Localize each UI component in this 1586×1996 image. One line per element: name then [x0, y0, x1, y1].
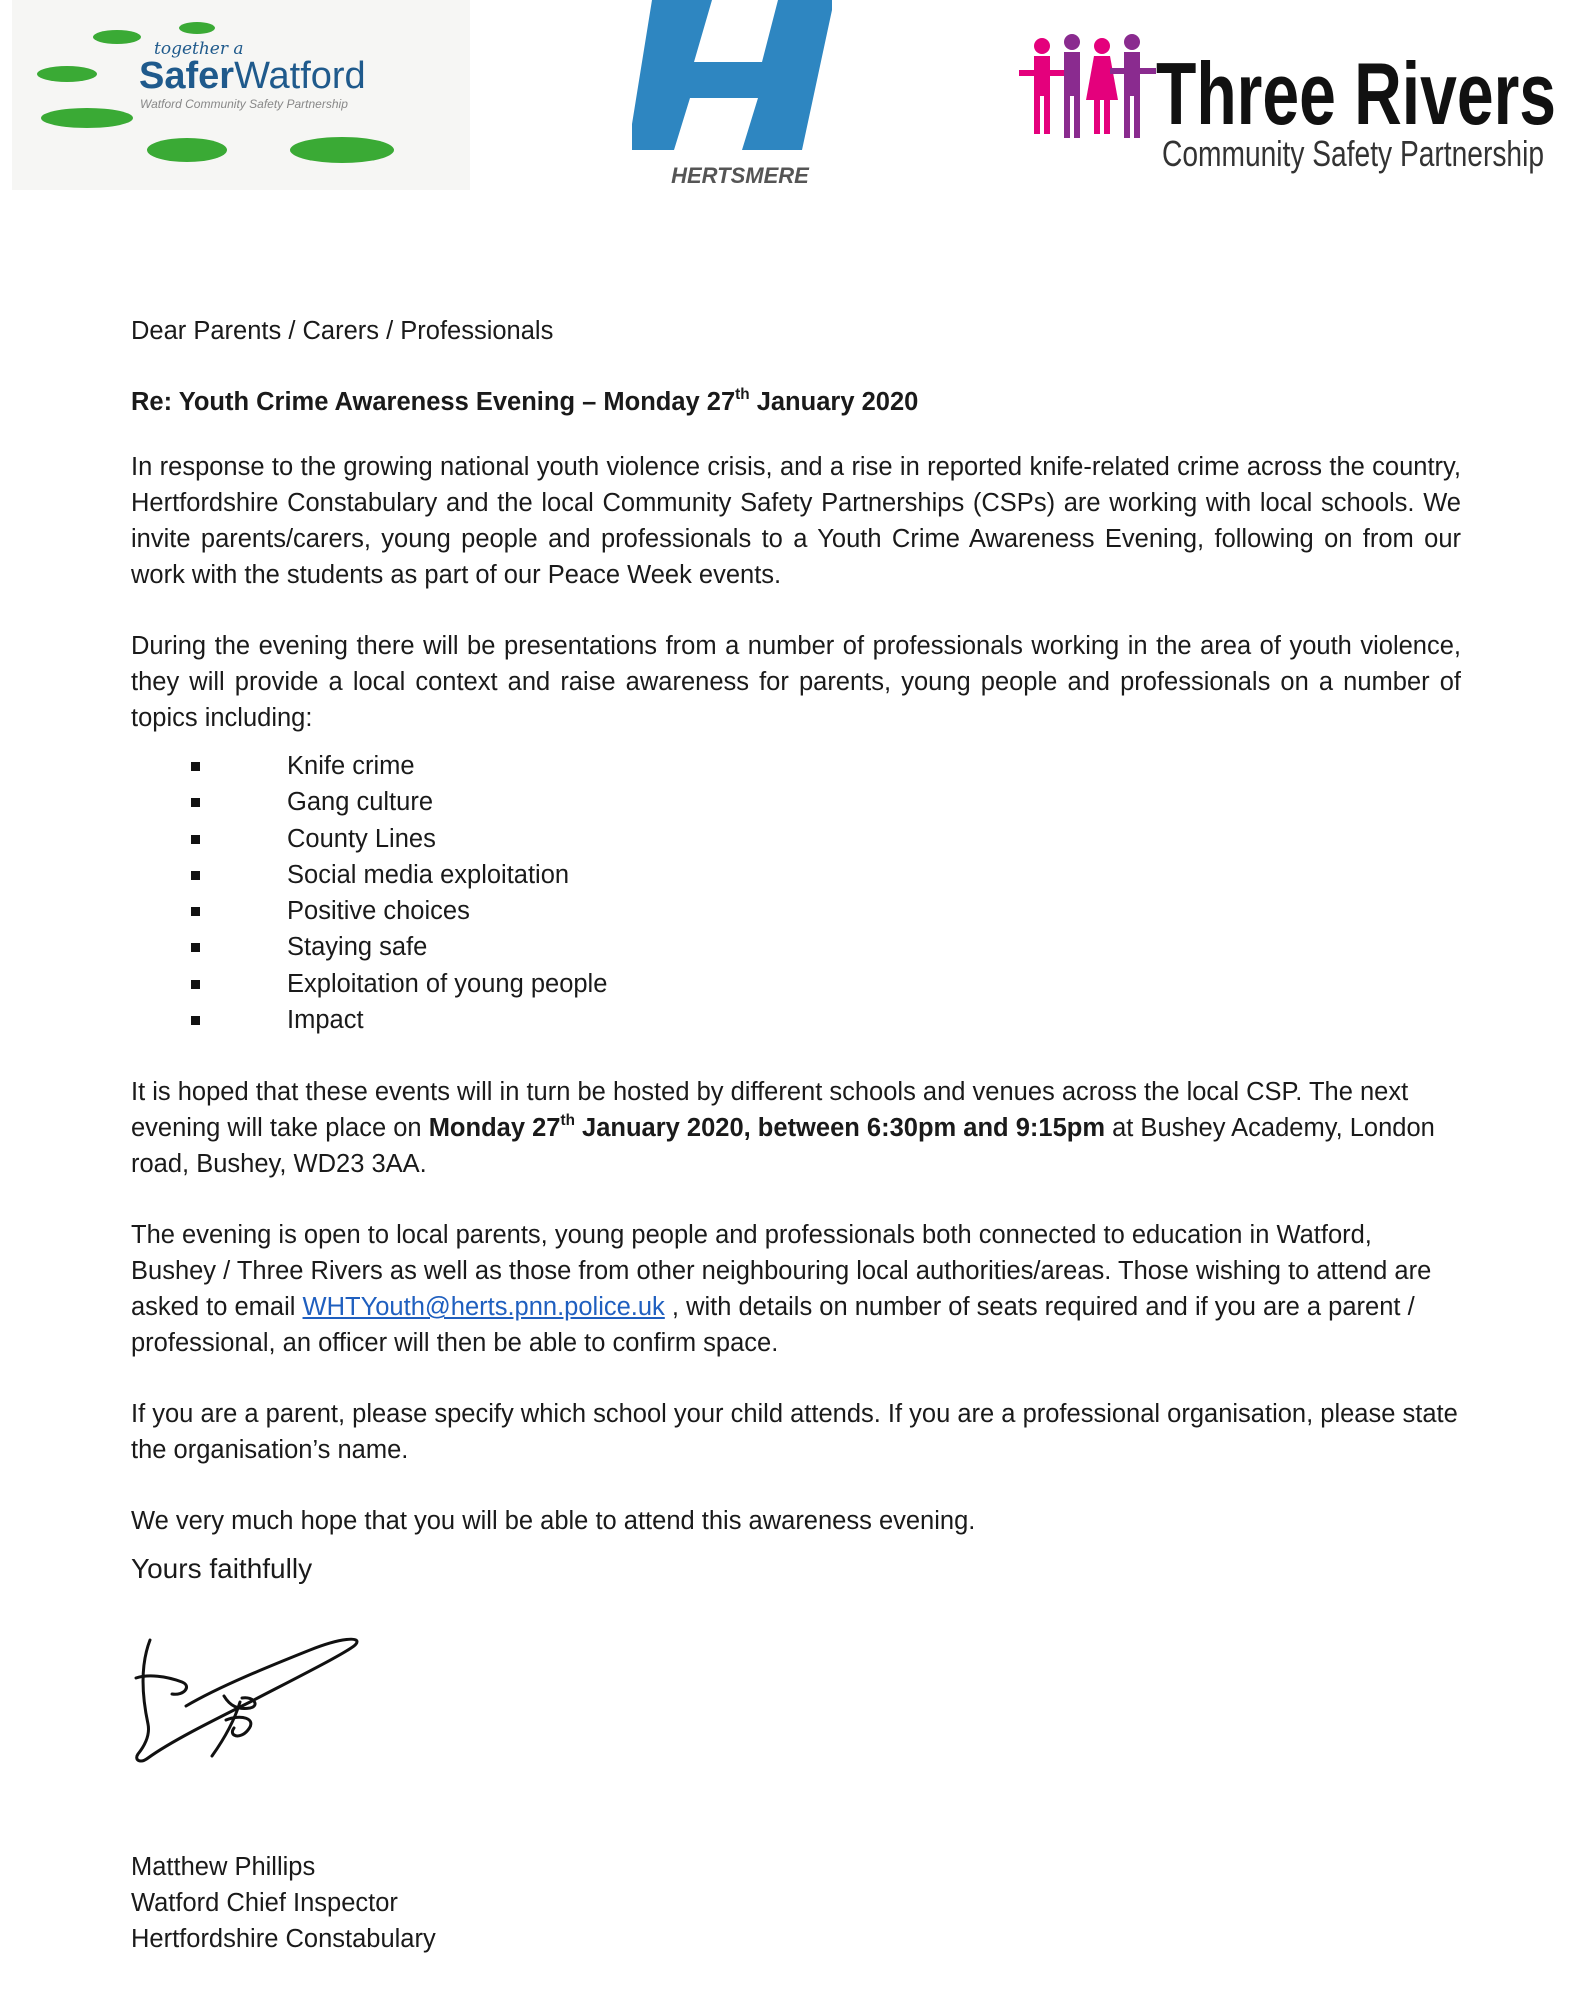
subject-line: Re: Youth Crime Awareness Evening – Monday 27th January 2020: [131, 385, 919, 416]
signatory-name: Matthew Phillips: [131, 1853, 316, 1881]
closing: Yours faithfully: [131, 1553, 313, 1585]
bullet-icon: [191, 907, 200, 916]
safer-watford-tagline: together a: [154, 39, 244, 59]
signatory-role: Watford Chief Inspector: [131, 1889, 398, 1917]
list-item: Social media exploitation: [131, 857, 1461, 893]
three-rivers-logo: [1014, 30, 1566, 180]
paragraph-event-details: It is hoped that these events will in turn be hosted by different schools and venues across the local CSP. The next evening will take place on Monday 27th January 2020, between 6:30pm and 9:15pm at Bushey Academy, London road, Bushey, WD23 3AA.: [131, 1078, 1435, 1179]
paragraph-booking: The evening is open to local parents, young people and professionals both connected to education in Watford, Bushey / Three Rivers as well as those from other neighbouring local authorities/areas. Those wishing to attend are asked to email WHTYouth@herts.pnn.police.uk , with details on number of seats required and if you are a parent / professional, an officer will then be able to confirm space.: [131, 1221, 1432, 1358]
bullet-icon: [191, 798, 200, 807]
safer-watford-logo: [12, 0, 470, 190]
logo-header: [0, 0, 1586, 200]
safer-watford-name-bold: Safer: [139, 55, 235, 97]
signature-icon: [130, 1636, 370, 1796]
bullet-icon: [191, 943, 200, 952]
hertsmere-logo: [632, 0, 854, 192]
bullet-icon: [191, 835, 200, 844]
paragraph-hope: We very much hope that you will be able to attend this awareness evening.: [131, 1507, 976, 1536]
paragraph-intro: In response to the growing national youth violence crisis, and a rise in reported knife-related crime across the country, Hertfordshire Constabulary and the local Community Safety Partnerships (CSPs) are working with local schools. We invite parents/carers, young people and professionals to a Youth Crime Awareness Evening, following on from our work with the students as part of our Peace Week events.: [131, 453, 1461, 589]
signatory-organisation: Hertfordshire Constabulary: [131, 1925, 436, 1953]
list-item: Gang culture: [131, 784, 1461, 820]
svg-text:SaferWatford: [139, 55, 366, 97]
list-item: County Lines: [131, 821, 1461, 857]
email-link[interactable]: WHTYouth@herts.pnn.police.uk: [302, 1293, 665, 1322]
hertsmere-label: HERTSMERE: [671, 163, 809, 188]
three-rivers-title: Three Rivers: [1156, 44, 1556, 143]
list-item: Exploitation of young people: [131, 966, 1461, 1002]
list-item: Knife crime: [131, 748, 1461, 784]
paragraph-presentations: During the evening there will be presentations from a number of professionals working in the area of youth violence, they will provide a local context and raise awareness for parents, young people and professionals on a number of topics including:: [131, 632, 1461, 732]
list-item: Positive choices: [131, 893, 1461, 929]
list-item: Impact: [131, 1002, 1461, 1038]
paragraph-specify: If you are a parent, please specify which school your child attends. If you are a professional organisation, please state the organisation’s name.: [131, 1400, 1458, 1465]
people-figures-icon: [1019, 34, 1156, 138]
list-item: Staying safe: [131, 929, 1461, 965]
salutation: Dear Parents / Carers / Professionals: [131, 317, 554, 345]
safer-watford-subtitle: Watford Community Safety Partnership: [140, 97, 348, 111]
safer-watford-name: Watford: [234, 55, 366, 97]
bullet-icon: [191, 871, 200, 880]
three-rivers-subtitle: Community Safety Partnership: [1162, 133, 1544, 174]
signoff-block: [131, 1849, 436, 1957]
bullet-icon: [191, 1016, 200, 1025]
bullet-icon: [191, 980, 200, 989]
topics-list: [131, 748, 1461, 1038]
bullet-icon: [191, 762, 200, 771]
letter-body: [131, 313, 1461, 1587]
